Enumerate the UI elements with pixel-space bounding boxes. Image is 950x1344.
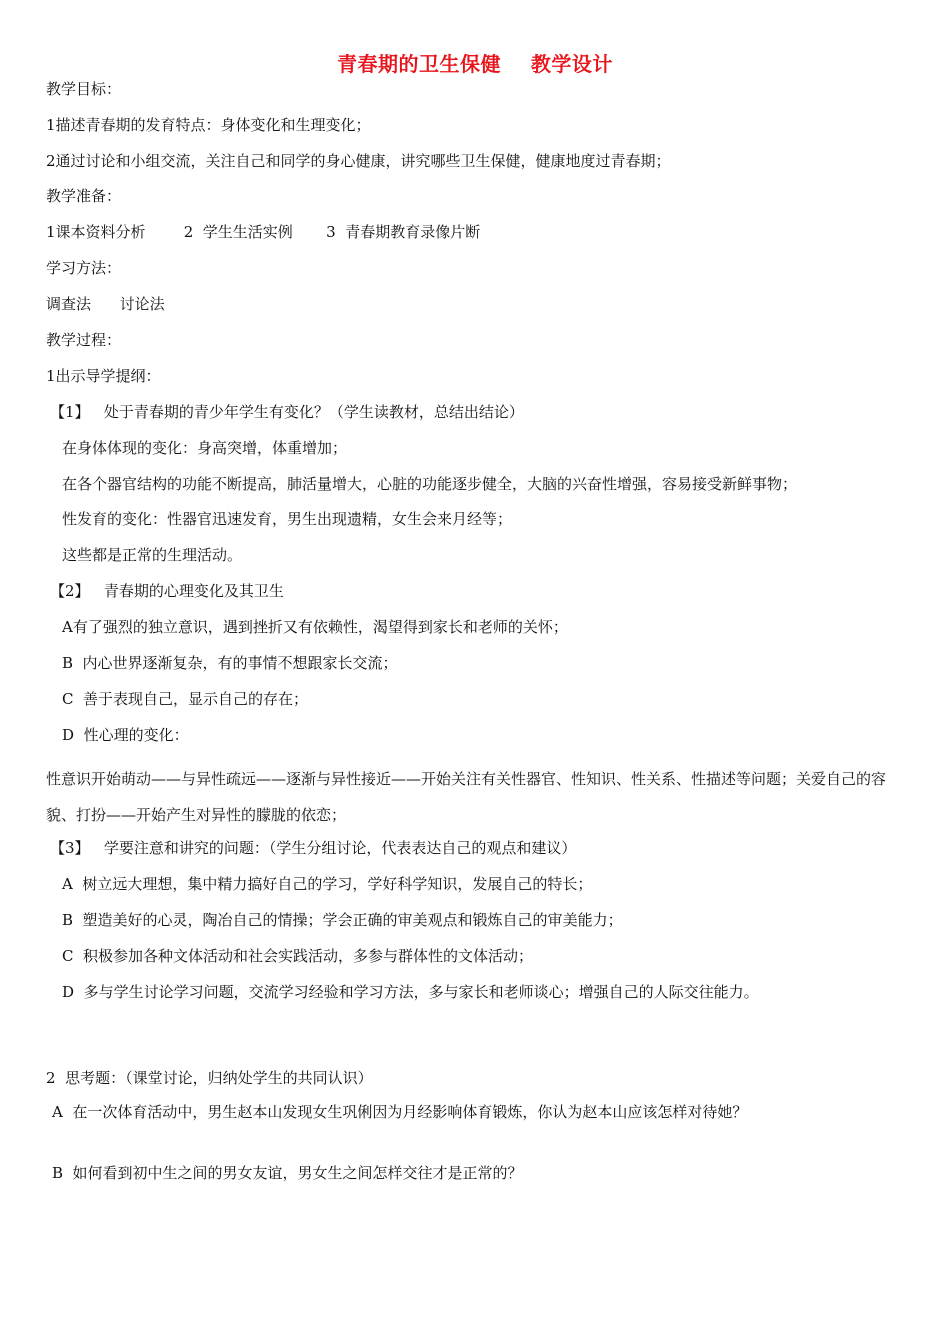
method-line: 调查法 讨论法 [46,295,165,313]
section-3-item-c: C 积极参加各种文体活动和社会实践活动，多参与群体性的文体活动； [62,947,534,965]
section-3-item-b: B 塑造美好的心灵，陶冶自己的情操；学会正确的审美观点和锻炼自己的审美能力； [62,911,623,929]
document-title: 青春期的卫生保健 教学设计 [337,52,613,76]
section-2-item-d: D 性心理的变化： [62,726,189,744]
goal-line-2: 2通过讨论和小组交流，关注自己和同学的身心健康，讲究哪些卫生保健，健康地度过青春期； [46,152,671,170]
section-1-line-4: 这些都是正常的生理活动。 [62,546,243,564]
process-step-1: 1出示导学提纲： [46,367,161,385]
section-1-heading: 【1】 处于青春期的青少年学生有变化？（学生读教材，总结出结论） [50,403,524,421]
section-1-line-3: 性发育的变化：性器官迅速发育，男生出现遗精，女生会来月经等； [62,510,513,528]
section-2-item-a: A有了强烈的独立意识，遇到挫折又有依赖性，渴望得到家长和老师的关怀； [62,618,568,636]
section-2-heading: 【2】 青春期的心理变化及其卫生 [50,582,284,600]
question-b: B 如何看到初中生之间的男女友谊，男女生之间怎样交往才是正常的？ [52,1164,523,1182]
section-2-item-c: C 善于表现自己，显示自己的存在； [62,690,309,708]
heading-teaching-prep: 教学准备： [46,187,122,205]
heading-teaching-goals: 教学目标： [46,80,122,98]
question-a: A 在一次体育活动中，男生赵本山发现女生巩俐因为月经影响体育锻炼，你认为赵本山应该怎样对待她？ [52,1103,748,1121]
section-3-item-d: D 多与学生讨论学习问题，交流学习经验和学习方法，多与家长和老师谈心；增强自己的人际交往能力。 [62,983,759,1001]
section-3-item-a: A 树立远大理想，集中精力搞好自己的学习，学好科学知识，发展自己的特长； [62,875,593,893]
section-2-item-b: B 内心世界逐渐复杂，有的事情不想跟家长交流； [62,654,398,672]
heading-teaching-process: 教学过程： [46,331,122,349]
prep-line: 1课本资料分析 2 学生生活实例 3 青春期教育录像片断 [46,223,481,241]
heading-study-method: 学习方法： [46,259,122,277]
section-2-paragraph: 性意识开始萌动——与异性疏远——逐渐与异性接近——开始关注有关性器官、性知识、性关系、性描述等问题；关爱自己的容貌、打扮——开始产生对异性的朦胧的依恋； [46,770,887,824]
section-1-line-2: 在各个器官结构的功能不断提高，肺活量增大，心脏的功能逐步健全，大脑的兴奋性增强，容易接受新鲜事物； [62,475,798,493]
process-step-2: 2 思考题：（课堂讨论，归纳处学生的共同认识） [46,1069,373,1087]
goal-line-1: 1描述青春期的发育特点：身体变化和生理变化； [46,116,371,134]
section-1-line-1: 在身体体现的变化：身高突增，体重增加； [62,439,348,457]
section-3-heading: 【3】 学要注意和讲究的问题：（学生分组讨论，代表表达自己的观点和建议） [50,839,577,857]
